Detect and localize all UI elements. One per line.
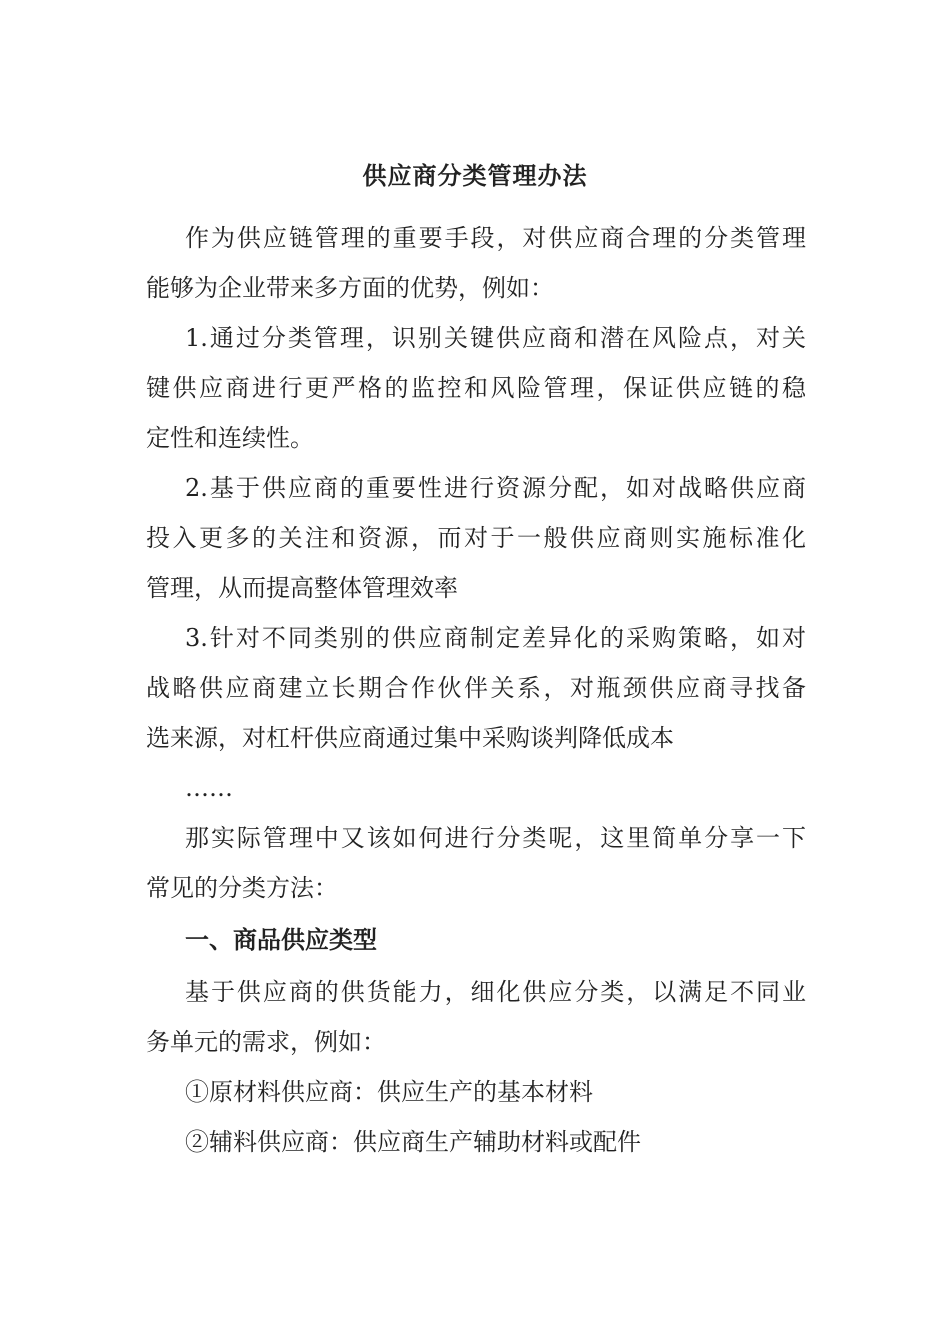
text-line: 战略供应商建立长期合作伙伴关系，对瓶颈供应商寻找备: [146, 674, 806, 702]
benefit-paragraph-1: [146, 313, 806, 463]
text-line: 那实际管理中又该如何进行分类呢，这里简单分享一下: [185, 824, 806, 852]
transition-paragraph: [146, 813, 806, 913]
section-heading: 一、商品供应类型: [185, 925, 377, 954]
ellipsis: ……: [185, 774, 233, 802]
text-line: 作为供应链管理的重要手段，对供应商合理的分类管理: [185, 224, 806, 252]
text-line: 键供应商进行更严格的监控和风险管理，保证供应链的稳: [146, 374, 806, 402]
list-item: ②辅料供应商：供应商生产辅助材料或配件: [185, 1128, 641, 1156]
text-line: 选来源，对杠杆供应商通过集中采购谈判降低成本: [146, 724, 674, 752]
benefit-paragraph-3: [146, 613, 806, 763]
intro-paragraph: [146, 213, 806, 313]
text-line: 常见的分类方法：: [146, 874, 338, 902]
text-line: 务单元的需求，例如：: [146, 1028, 386, 1056]
text-line: 基于供应商的供货能力，细化供应分类，以满足不同业: [185, 978, 806, 1006]
section-paragraph: [146, 967, 806, 1067]
document-title: 供应商分类管理办法: [362, 161, 588, 190]
list-item: ①原材料供应商：供应生产的基本材料: [185, 1078, 593, 1106]
benefit-paragraph-2: [146, 463, 806, 613]
document-body: [146, 213, 806, 1167]
text-line: 定性和连续性。: [146, 424, 314, 452]
text-line: 能够为企业带来多方面的优势，例如：: [146, 274, 554, 302]
text-line: 3.针对不同类别的供应商制定差异化的采购策略，如对: [185, 624, 806, 652]
text-line: 1.通过分类管理，识别关键供应商和潜在风险点，对关: [185, 324, 806, 352]
text-line: 2.基于供应商的重要性进行资源分配，如对战略供应商: [185, 474, 806, 502]
text-line: 投入更多的关注和资源，而对于一般供应商则实施标准化: [146, 524, 806, 552]
text-line: 管理，从而提高整体管理效率: [146, 574, 458, 602]
